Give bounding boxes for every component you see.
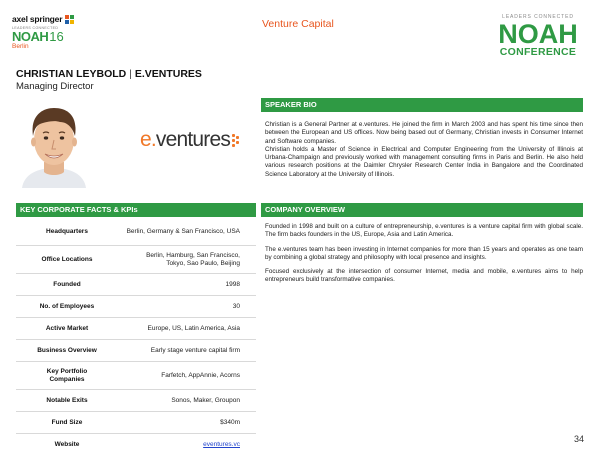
speaker-role: Managing Director: [16, 81, 94, 92]
fact-row-office-locations: [16, 246, 256, 274]
fact-label: Website: [54, 441, 80, 448]
axel-springer-mark-icon: [65, 15, 74, 24]
speaker-bio-text: [265, 121, 583, 179]
corporate-facts-heading: KEY CORPORATE FACTS & KPIs: [16, 203, 256, 217]
corporate-facts-table: [16, 219, 256, 450]
small-noah-wordmark: NOAH 16: [12, 29, 64, 44]
fact-value: Berlin, Germany & San Francisco, USA: [126, 228, 240, 235]
big-leaders-connected: LEADERS CONNECTED: [502, 14, 574, 20]
fact-value: Berlin, Hamburg, San Francisco, Tokyo, Sao Paulo, Beijing: [146, 251, 240, 267]
fact-value: $340m: [220, 418, 240, 426]
fact-row-employees: [16, 296, 256, 318]
fact-value: Sonos, Maker, Groupon: [171, 396, 240, 404]
publisher-name: axel springer: [12, 14, 63, 24]
big-noah-wordmark: NOAH: [498, 19, 578, 49]
fact-row-active-market: [16, 318, 256, 340]
big-conference-label: CONFERENCE: [499, 46, 577, 58]
website-link[interactable]: eventures.vc: [203, 441, 240, 448]
overview-paragraph: Founded in 1998 and built on a culture of entrepreneurship, e.ventures is a venture capital firm with global scale. The firm backs founders in the US, Europe, Asia and Latin America.: [265, 223, 583, 239]
fact-row-founded: [16, 274, 256, 296]
company-overview-heading: COMPANY OVERVIEW: [261, 203, 583, 217]
fact-value: Europe, US, Latin America, Asia: [147, 324, 240, 332]
eventures-logo: e. ventures: [140, 128, 241, 152]
fact-label: Founded: [53, 280, 81, 288]
overview-paragraph: The e.ventures team has been investing in Internet companies for more than 15 years and operates as one team by combining a global strategy and philosophy with local presence and insights.: [265, 245, 583, 261]
company-overview-text: [265, 223, 583, 291]
fact-label: Business Overview: [37, 346, 97, 354]
fact-row-portfolio: [16, 362, 256, 390]
overview-paragraph: Focused exclusively at the intersection of consumer Internet, media and mobile, e.ventures aims to help entrepreneurs build transformative companies.: [265, 268, 583, 284]
noah-conference-logo: [492, 14, 584, 58]
axel-springer-noah-logo: [12, 14, 82, 50]
fact-label: Headquarters: [46, 228, 88, 235]
section-title: Venture Capital: [262, 18, 334, 30]
fact-value: [118, 441, 256, 449]
fact-label: Active Market: [45, 324, 89, 332]
fact-value: Farfetch, AppAnnie, Acorns: [161, 371, 240, 379]
fact-row-headquarters: [16, 219, 256, 246]
speaker-name: CHRISTIAN LEYBOLD | E.VENTURES: [16, 68, 202, 80]
fact-label: Office Locations: [41, 255, 93, 263]
bio-paragraph: Christian holds a Master of Science in Electrical and Computer Engineering from the University of Illinois at Urbana-Champaign and previously worked with management consulting firms in Paris and Berlin. He also held various research positions at the Daimler Chrysler Research Center India in Bangalore and the Coordinated Science Laboratory at the University of Illinois.: [265, 145, 583, 178]
speaker-photo: [16, 98, 92, 188]
small-leaders-connected: LEADERS CONNECTED: [12, 26, 59, 30]
bio-paragraph: Christian is a General Partner at e.ventures. He joined the firm in March 2003 and has spent his time since then between the European and US offices. Now being based out of Germany, Christian invests in Consumer Internet and Software companies.: [265, 121, 583, 145]
fact-value: 1998: [225, 280, 240, 288]
speaker-bio-heading: SPEAKER BIO: [261, 98, 583, 112]
fact-label: Fund Size: [51, 418, 83, 426]
fact-label: No. of Employees: [39, 302, 95, 310]
fact-row-notable-exits: [16, 390, 256, 412]
page-number: 34: [573, 434, 584, 444]
fact-row-fund-size: [16, 412, 256, 434]
fact-row-website: [16, 434, 256, 450]
small-city: Berlin: [12, 43, 29, 50]
logo-dots-icon: [232, 133, 241, 147]
fact-label: Key Portfolio Companies: [46, 367, 88, 383]
fact-value: Early stage venture capital firm: [150, 346, 240, 354]
fact-value: 30: [232, 302, 240, 310]
fact-row-business-overview: [16, 340, 256, 362]
fact-label: Notable Exits: [46, 396, 88, 404]
